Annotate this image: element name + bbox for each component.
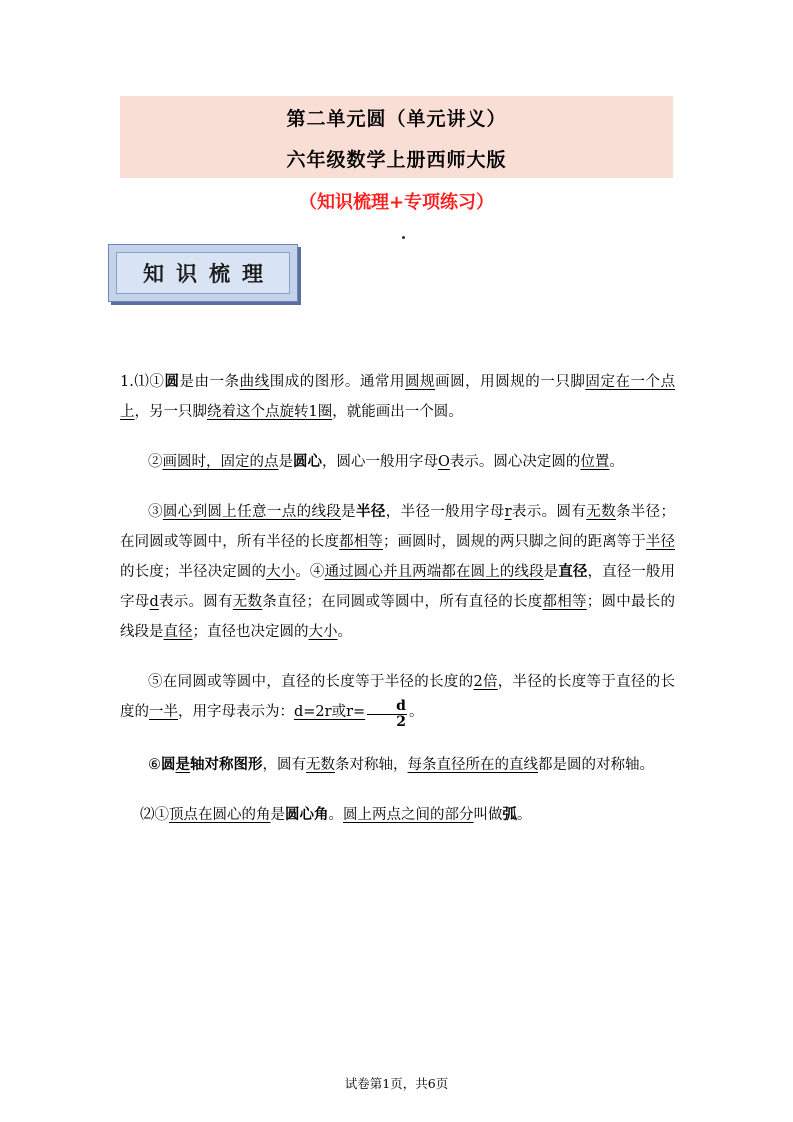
- text-run: 。: [408, 704, 424, 720]
- text-run: ③: [148, 504, 163, 520]
- text-run: 的长度；半径决定圆的: [120, 564, 267, 580]
- paragraph-4: [120, 667, 675, 730]
- text-run: 叫做: [473, 807, 503, 823]
- section-heading-box: [108, 244, 298, 302]
- term-bold: 直径: [558, 563, 588, 580]
- text-run: ，半径的长度等于直径的长度的: [120, 674, 675, 720]
- term-bold: 圆: [161, 756, 176, 773]
- text-run: 条直径；在同圆或等圆中，所有直径的长度: [262, 594, 543, 610]
- term-bold: 半径: [356, 503, 386, 520]
- paragraph-1: [120, 367, 675, 427]
- underlined-answer: 通过圆心并且两端都在圆上的线段: [324, 564, 544, 580]
- text-run: 。: [609, 454, 624, 470]
- text-run: ；画圆时，圆规的两只脚之间的距离等于: [382, 534, 646, 550]
- text-run: ，圆心一般用字母: [322, 454, 438, 470]
- fraction-d-over-2: [367, 699, 407, 730]
- text-run: 。: [517, 807, 532, 823]
- underlined-answer: 画圆时，固定的点: [162, 454, 279, 470]
- text-run: 围成的图形。通常用: [269, 374, 405, 390]
- text-run: 。: [337, 624, 352, 640]
- underlined-answer: 都相等: [542, 594, 587, 610]
- underlined-answer: 大小: [308, 624, 338, 640]
- text-run: ；直径也决定圆的: [192, 624, 309, 640]
- text-run: ，半径一般用字母: [385, 504, 505, 520]
- text-run: ，另一只脚: [134, 404, 207, 420]
- text-run: ，圆有: [262, 757, 306, 773]
- paragraph-5: [120, 750, 675, 780]
- document-subtitle-grade: 六年级数学上册西师大版: [286, 149, 507, 171]
- underlined-answer: 固定在一个点上: [120, 374, 676, 420]
- term-bold: 轴对称图形: [190, 756, 263, 773]
- text-run: 是: [543, 564, 559, 580]
- underlined-answer: r: [504, 504, 512, 520]
- underlined-answer: 一半: [149, 704, 178, 720]
- underlined-answer: 曲线: [239, 374, 270, 390]
- text-run: 是由一条: [179, 374, 240, 390]
- section-heading-label: 知识梳理: [143, 261, 275, 286]
- underlined-answer: 顶点在圆心的角: [169, 807, 271, 823]
- text-run: ，直径一般用字母: [120, 564, 676, 610]
- underlined-answer: O: [438, 454, 450, 470]
- knowledge-content: [120, 367, 675, 850]
- underlined-answer: 圆规: [405, 374, 436, 390]
- text-run: ，就能画出一个圆。: [332, 404, 463, 420]
- underlined-answer: 绕着这个点旋转1圈: [207, 404, 333, 420]
- underlined-answer: 位置: [580, 454, 610, 470]
- underlined-answer: d=2r或r=: [294, 704, 366, 720]
- text-run: 。: [328, 807, 343, 823]
- term-bold: 圆: [164, 373, 180, 390]
- underlined-answer: 无数: [306, 757, 335, 773]
- underlined-answer: 半径: [645, 534, 676, 550]
- text-run: 是: [270, 807, 285, 823]
- text-run: 条对称轴，: [335, 757, 408, 773]
- underlined-answer: 是: [175, 756, 190, 773]
- text-run: ⑥: [148, 757, 161, 773]
- text-run: ⑤在同圆或等圆中，直径的长度等于半径的长度的: [148, 674, 474, 690]
- fraction-numerator: d: [367, 699, 407, 715]
- underlined-answer: 无数: [586, 504, 616, 520]
- text-run: ⑵①: [140, 807, 169, 823]
- section-heading-inner: [116, 252, 290, 294]
- underlined-answer: d: [149, 594, 159, 610]
- document-subtitle-red: （知识梳理+专项练习）: [298, 192, 495, 213]
- text-run: 。④: [295, 564, 325, 580]
- text-run: 表示。圆有: [158, 594, 233, 610]
- stray-dot: [402, 236, 405, 239]
- underlined-answer: 圆心到圆上任意一点的线段: [162, 504, 342, 520]
- paragraph-3: [120, 497, 675, 647]
- text-run: 表示。圆心决定圆的: [449, 454, 581, 470]
- text-run: ②: [148, 454, 163, 470]
- text-run: 都是圆的对称轴。: [538, 757, 654, 773]
- paragraph-2: [120, 447, 675, 477]
- page-footer: 试卷第1页，共6页: [344, 1076, 449, 1091]
- paragraph-6: [120, 800, 675, 830]
- text-run: 条半径；在同圆或等圆中，所有半径的长度: [120, 504, 676, 550]
- underlined-answer: 直径: [163, 624, 193, 640]
- document-title: 第二单元圆（单元讲义）: [286, 108, 507, 130]
- text-run: 表示。圆有: [511, 504, 587, 520]
- text-run: 1.⑴①: [120, 374, 165, 390]
- text-run: ，用字母表示为：: [178, 704, 294, 720]
- term-bold: 圆心角: [285, 806, 329, 823]
- underlined-answer: 每条直径所在的直线: [407, 757, 538, 773]
- underlined-answer: 大小: [266, 564, 296, 580]
- fraction-denominator: 2: [396, 714, 406, 730]
- text-run: 是: [341, 504, 357, 520]
- text-run: ；圆中最长的线段是: [120, 594, 676, 640]
- text-run: 是: [278, 454, 293, 470]
- underlined-answer: 2倍: [473, 674, 498, 690]
- underlined-answer: 无数: [232, 594, 263, 610]
- text-run: 画圆，用圆规的一只脚: [435, 374, 586, 390]
- term-bold: 弧: [502, 806, 517, 823]
- underlined-answer: 都相等: [339, 534, 383, 550]
- term-bold: 圆心: [293, 453, 322, 470]
- underlined-answer: 圆上两点之间的部分: [343, 807, 474, 823]
